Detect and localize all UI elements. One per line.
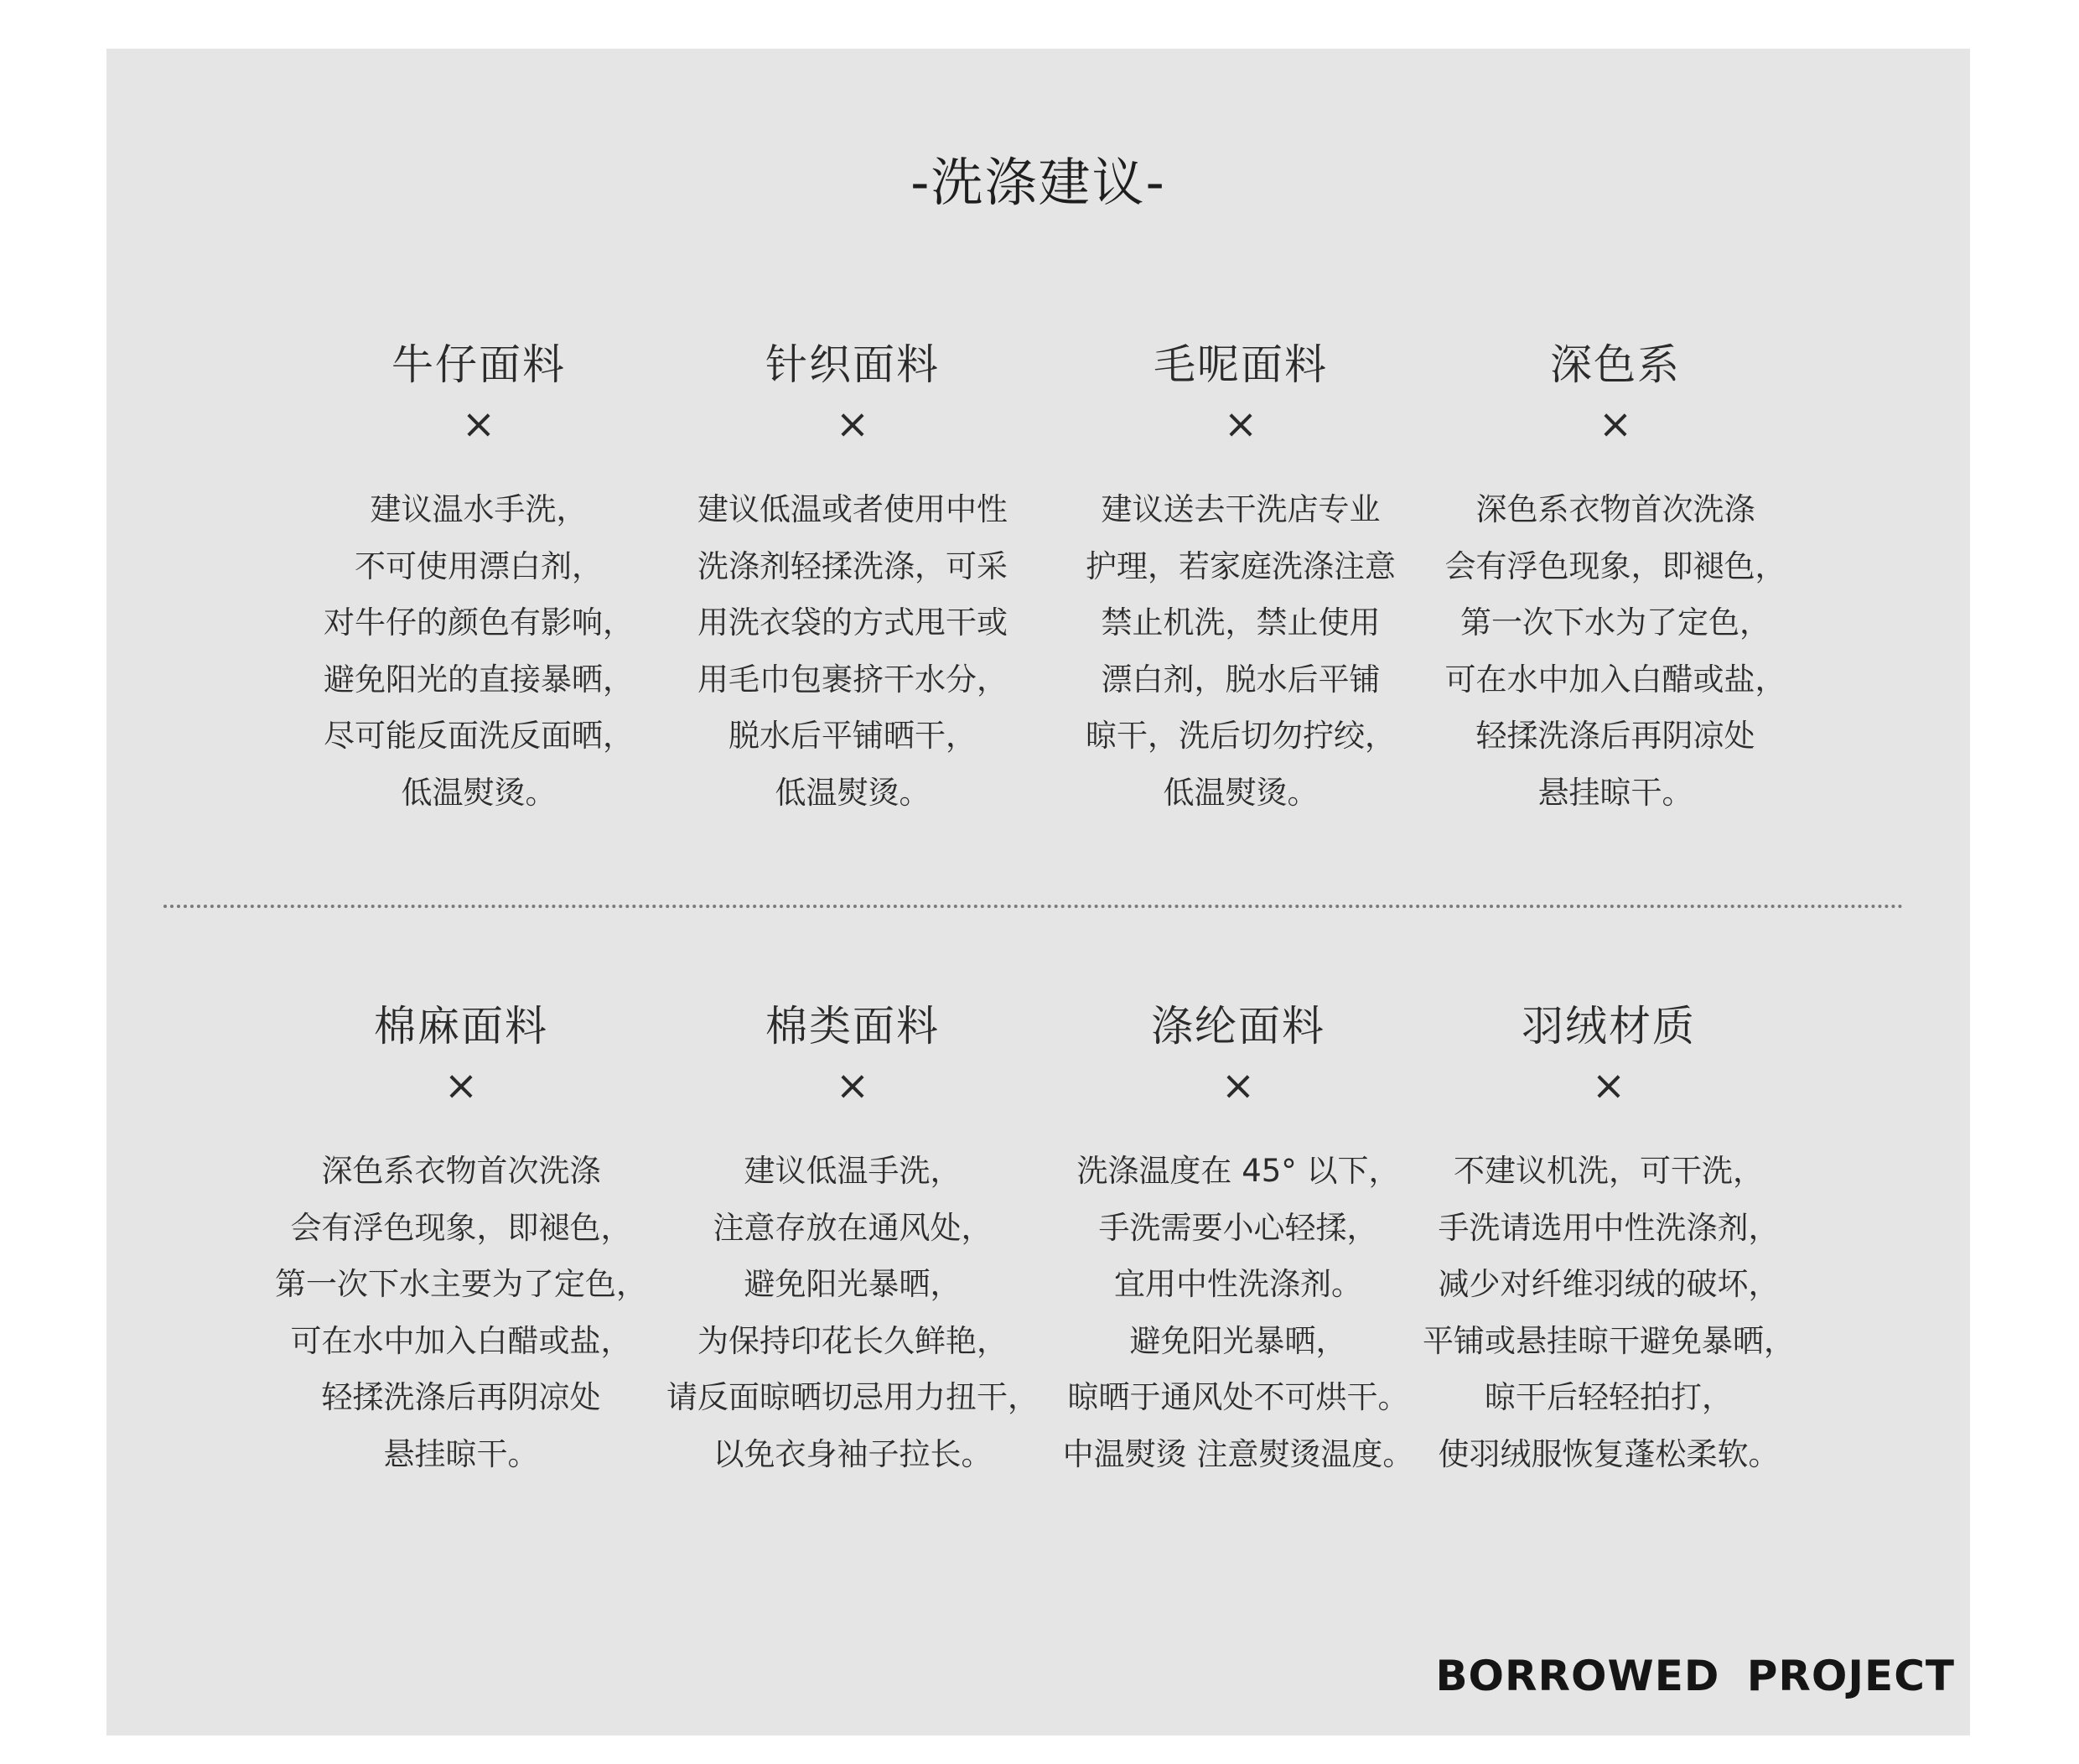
card-instructions — [660, 481, 1045, 821]
instruction-line: 宜用中性洗涤剂。 — [1114, 1266, 1362, 1302]
instruction-line: 建议送去干洗店专业 — [1101, 491, 1381, 527]
cross-icon: × — [1221, 1062, 1256, 1109]
instruction-line: 中温熨烫 注意熨烫温度。 — [1062, 1435, 1414, 1472]
instruction-line: 深色系衣物首次洗涤 — [1475, 491, 1755, 527]
card-title: 棉麻面料 — [374, 1002, 548, 1051]
instruction-line: 低温熨烫。 — [775, 774, 931, 811]
instruction-line: 不建议机洗，可干洗， — [1454, 1153, 1764, 1189]
instruction-line: 可在水中加入白醋或盐， — [1444, 661, 1786, 698]
instruction-line: 不可使用漂白剂， — [355, 547, 603, 584]
card-instructions — [1423, 481, 1808, 821]
instruction-line: 晾干后轻轻拍打， — [1485, 1379, 1733, 1415]
instruction-line: 悬挂晾干。 — [1537, 774, 1693, 811]
care-card-knit — [660, 335, 1045, 821]
instruction-line: 请反面晾晒切忌用力扭干， — [666, 1379, 1039, 1415]
cross-icon: × — [461, 401, 496, 448]
card-title: 毛呢面料 — [1154, 340, 1328, 389]
cross-icon: × — [1598, 401, 1633, 448]
card-title: 牛仔面料 — [391, 340, 566, 389]
instruction-line: 会有浮色现象，即褪色， — [290, 1209, 632, 1246]
card-instructions — [1048, 481, 1434, 821]
cross-icon: × — [1223, 401, 1258, 448]
instruction-line: 使羽绒服恢复蓬松柔软。 — [1438, 1435, 1780, 1472]
instruction-line: 避免阳光暴晒， — [1129, 1322, 1347, 1359]
card-title: 深色系 — [1550, 340, 1681, 389]
page-title: -洗涤建议- — [910, 152, 1166, 213]
care-card-denim — [286, 335, 671, 821]
card-title: 羽绒材质 — [1522, 1002, 1696, 1051]
instruction-line: 会有浮色现象，即褪色， — [1444, 547, 1786, 584]
instruction-line: 第一次下水为了定色， — [1460, 604, 1771, 641]
card-instructions — [286, 481, 671, 821]
instruction-line: 晾晒于通风处不可烘干。 — [1067, 1379, 1409, 1415]
instruction-line: 低温熨烫。 — [1163, 774, 1319, 811]
instruction-line: 避免阳光的直接暴晒， — [324, 661, 634, 698]
instruction-line: 建议低温手洗， — [744, 1153, 962, 1189]
card-instructions — [268, 1143, 654, 1482]
instruction-line: 低温熨烫。 — [401, 774, 557, 811]
instruction-line: 建议低温或者使用中性 — [697, 491, 1008, 527]
instruction-line: 洗涤温度在 45° 以下， — [1076, 1153, 1400, 1189]
instruction-line: 对牛仔的颜色有影响， — [324, 604, 634, 641]
cross-icon: × — [443, 1062, 479, 1109]
instruction-line: 平铺或悬挂晾干避免暴晒， — [1423, 1322, 1795, 1359]
card-instructions — [660, 1143, 1045, 1482]
instruction-line: 洗涤剂轻揉洗涤，可采 — [697, 547, 1008, 584]
instruction-line: 漂白剂，脱水后平铺 — [1101, 661, 1381, 698]
instruction-line: 减少对纤维羽绒的破坏， — [1438, 1266, 1780, 1302]
card-title: 针织面料 — [765, 340, 940, 389]
instruction-line: 尽可能反面洗反面晒， — [324, 718, 634, 754]
instruction-line: 避免阳光暴晒， — [744, 1266, 962, 1302]
care-card-cotton-linen — [268, 997, 654, 1482]
instruction-line: 以免衣身袖子拉长。 — [713, 1435, 993, 1472]
card-title: 棉类面料 — [765, 1002, 940, 1051]
instruction-line: 建议温水手洗， — [370, 491, 588, 527]
care-card-polyester — [1045, 997, 1431, 1482]
care-card-dark-colors — [1423, 335, 1808, 821]
instruction-line: 悬挂晾干。 — [383, 1435, 539, 1472]
card-instructions — [1416, 1143, 1802, 1482]
dotted-divider — [163, 905, 1904, 908]
instruction-line: 深色系衣物首次洗涤 — [321, 1153, 601, 1189]
instruction-line: 第一次下水主要为了定色， — [275, 1266, 647, 1302]
brand-logo-text: BORROWED PROJECT — [1435, 1652, 1955, 1700]
care-card-down — [1416, 997, 1802, 1482]
instruction-line: 为保持印花长久鲜艳， — [697, 1322, 1008, 1359]
washing-guide-panel — [106, 49, 1970, 1735]
instruction-line: 手洗请选用中性洗涤剂， — [1438, 1209, 1780, 1246]
cross-icon: × — [1591, 1062, 1626, 1109]
instruction-line: 轻揉洗涤后再阴凉处 — [1475, 718, 1755, 754]
instruction-line: 用洗衣袋的方式甩干或 — [697, 604, 1008, 641]
instruction-line: 注意存放在通风处， — [713, 1209, 993, 1246]
care-card-wool — [1048, 335, 1434, 821]
instruction-line: 用毛巾包裹挤干水分， — [697, 661, 1008, 698]
instruction-line: 手洗需要小心轻揉， — [1098, 1209, 1378, 1246]
instruction-line: 可在水中加入白醋或盐， — [290, 1322, 632, 1359]
card-instructions — [1045, 1143, 1431, 1482]
instruction-line: 护理，若家庭洗涤注意 — [1086, 547, 1396, 584]
instruction-line: 禁止机洗，禁止使用 — [1101, 604, 1381, 641]
cross-icon: × — [835, 1062, 870, 1109]
instruction-line: 晾干，洗后切勿拧绞， — [1086, 718, 1396, 754]
care-card-cotton — [660, 997, 1045, 1482]
card-title: 涤纶面料 — [1151, 1002, 1325, 1051]
instruction-line: 脱水后平铺晒干， — [728, 718, 977, 754]
cross-icon: × — [835, 401, 870, 448]
instruction-line: 轻揉洗涤后再阴凉处 — [321, 1379, 601, 1415]
